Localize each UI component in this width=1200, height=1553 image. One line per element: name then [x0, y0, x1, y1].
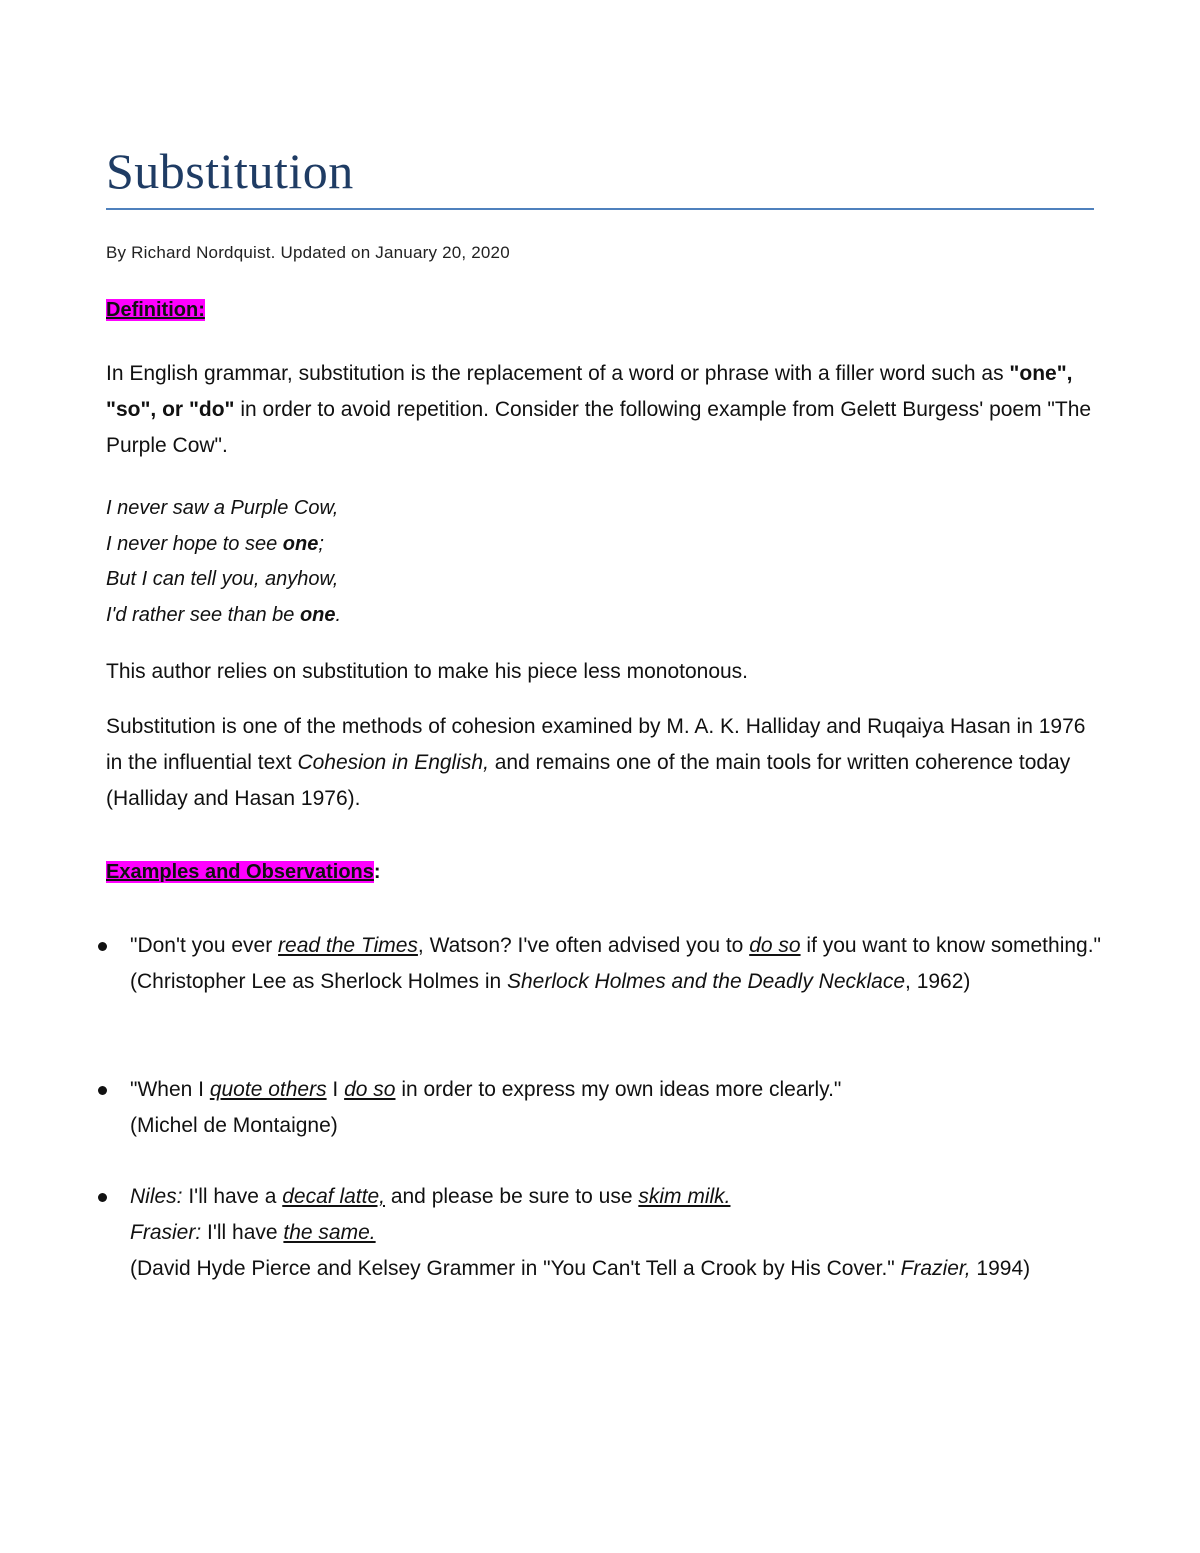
bold-substitute: one	[282, 532, 319, 555]
dialogue-line: Frasier: I'll have the same.	[130, 1221, 376, 1244]
definition-heading-label: Definition:	[106, 299, 205, 321]
paragraph-halliday	[106, 709, 1106, 817]
text-run: and remains one of the main tools for written coherence today (Halliday and Hasan 1976).	[106, 751, 1071, 810]
bold-filler-word-do: "do"	[188, 398, 235, 421]
poem-line: I never hope to see one;	[106, 532, 324, 555]
book-title: Cohesion in English,	[297, 751, 489, 774]
work-title: Frazier,	[900, 1257, 971, 1280]
definition-heading	[106, 298, 205, 322]
underlined-phrase: the same.	[283, 1221, 376, 1244]
source: (David Hyde Pierce and Kelsey Grammer in "You Can't Tell a Crook by His Cover." Frazier, 1994)	[130, 1257, 1031, 1280]
list-item	[96, 928, 1106, 1000]
speaker-name: Frasier:	[130, 1221, 202, 1244]
dialogue-line: Niles: I'll have a decaf latte, and please be sure to use skim milk.	[130, 1185, 731, 1208]
underlined-phrase: decaf latte,	[282, 1185, 385, 1208]
text-run: in order to avoid repetition. Consider the following example from Gelett Burgess' poem "The Purple Cow".	[106, 398, 1092, 457]
text-run: Substitution is one of the methods of cohesion examined by M. A. K. Halliday and Ruqaiya Hasan in 1976 in the influential text	[106, 715, 1086, 774]
examples-heading	[106, 860, 381, 884]
speaker-name: Niles:	[130, 1185, 183, 1208]
underlined-phrase: do so	[344, 1078, 396, 1101]
examples-heading-label: Examples and Observations	[106, 861, 374, 883]
poem-line: But I can tell you, anyhow,	[106, 568, 339, 590]
bold-substitute: one	[299, 603, 336, 626]
page-title: Substitution	[106, 143, 354, 199]
bold-filler-words: "one", "so"	[106, 362, 1073, 421]
work-title: Sherlock Holmes and the Deadly Necklace	[507, 970, 906, 993]
underlined-phrase: quote others	[209, 1078, 327, 1101]
bullet-icon	[98, 942, 107, 951]
definition-paragraph	[106, 356, 1106, 464]
text-run: In English grammar, substitution is the replacement of a word or phrase with a filler word such as	[106, 362, 1010, 385]
poem-block	[106, 491, 806, 633]
source: (Christopher Lee as Sherlock Holmes in Sherlock Holmes and the Deadly Necklace, 1962)	[130, 970, 971, 993]
examples-list	[96, 1179, 1106, 1287]
bullet-icon	[98, 1193, 107, 1202]
list-item	[96, 1179, 1106, 1287]
byline: By Richard Nordquist. Updated on January 20, 2020	[106, 243, 510, 262]
list-item	[96, 1072, 1106, 1144]
underlined-phrase: read the Times	[278, 934, 418, 957]
examples-list	[96, 1072, 1106, 1144]
bullet-icon	[98, 1086, 107, 1095]
heading-colon: :	[373, 861, 381, 883]
quote: "When I quote others I do so in order to express my own ideas more clearly."	[130, 1078, 842, 1101]
source: (Michel de Montaigne)	[130, 1114, 338, 1137]
underlined-phrase: skim milk.	[638, 1185, 731, 1208]
poem-line: I'd rather see than be one.	[106, 603, 342, 626]
examples-list	[96, 928, 1106, 1000]
underlined-phrase: do so	[749, 934, 801, 957]
quote: "Don't you ever read the Times, Watson? I've often advised you to do so if you want to know something."	[130, 934, 1102, 957]
title-divider	[106, 208, 1094, 210]
text-run: , or	[150, 398, 189, 421]
paragraph-monotonous: This author relies on substitution to make his piece less monotonous.	[106, 660, 749, 683]
poem-line: I never saw a Purple Cow,	[106, 497, 339, 519]
